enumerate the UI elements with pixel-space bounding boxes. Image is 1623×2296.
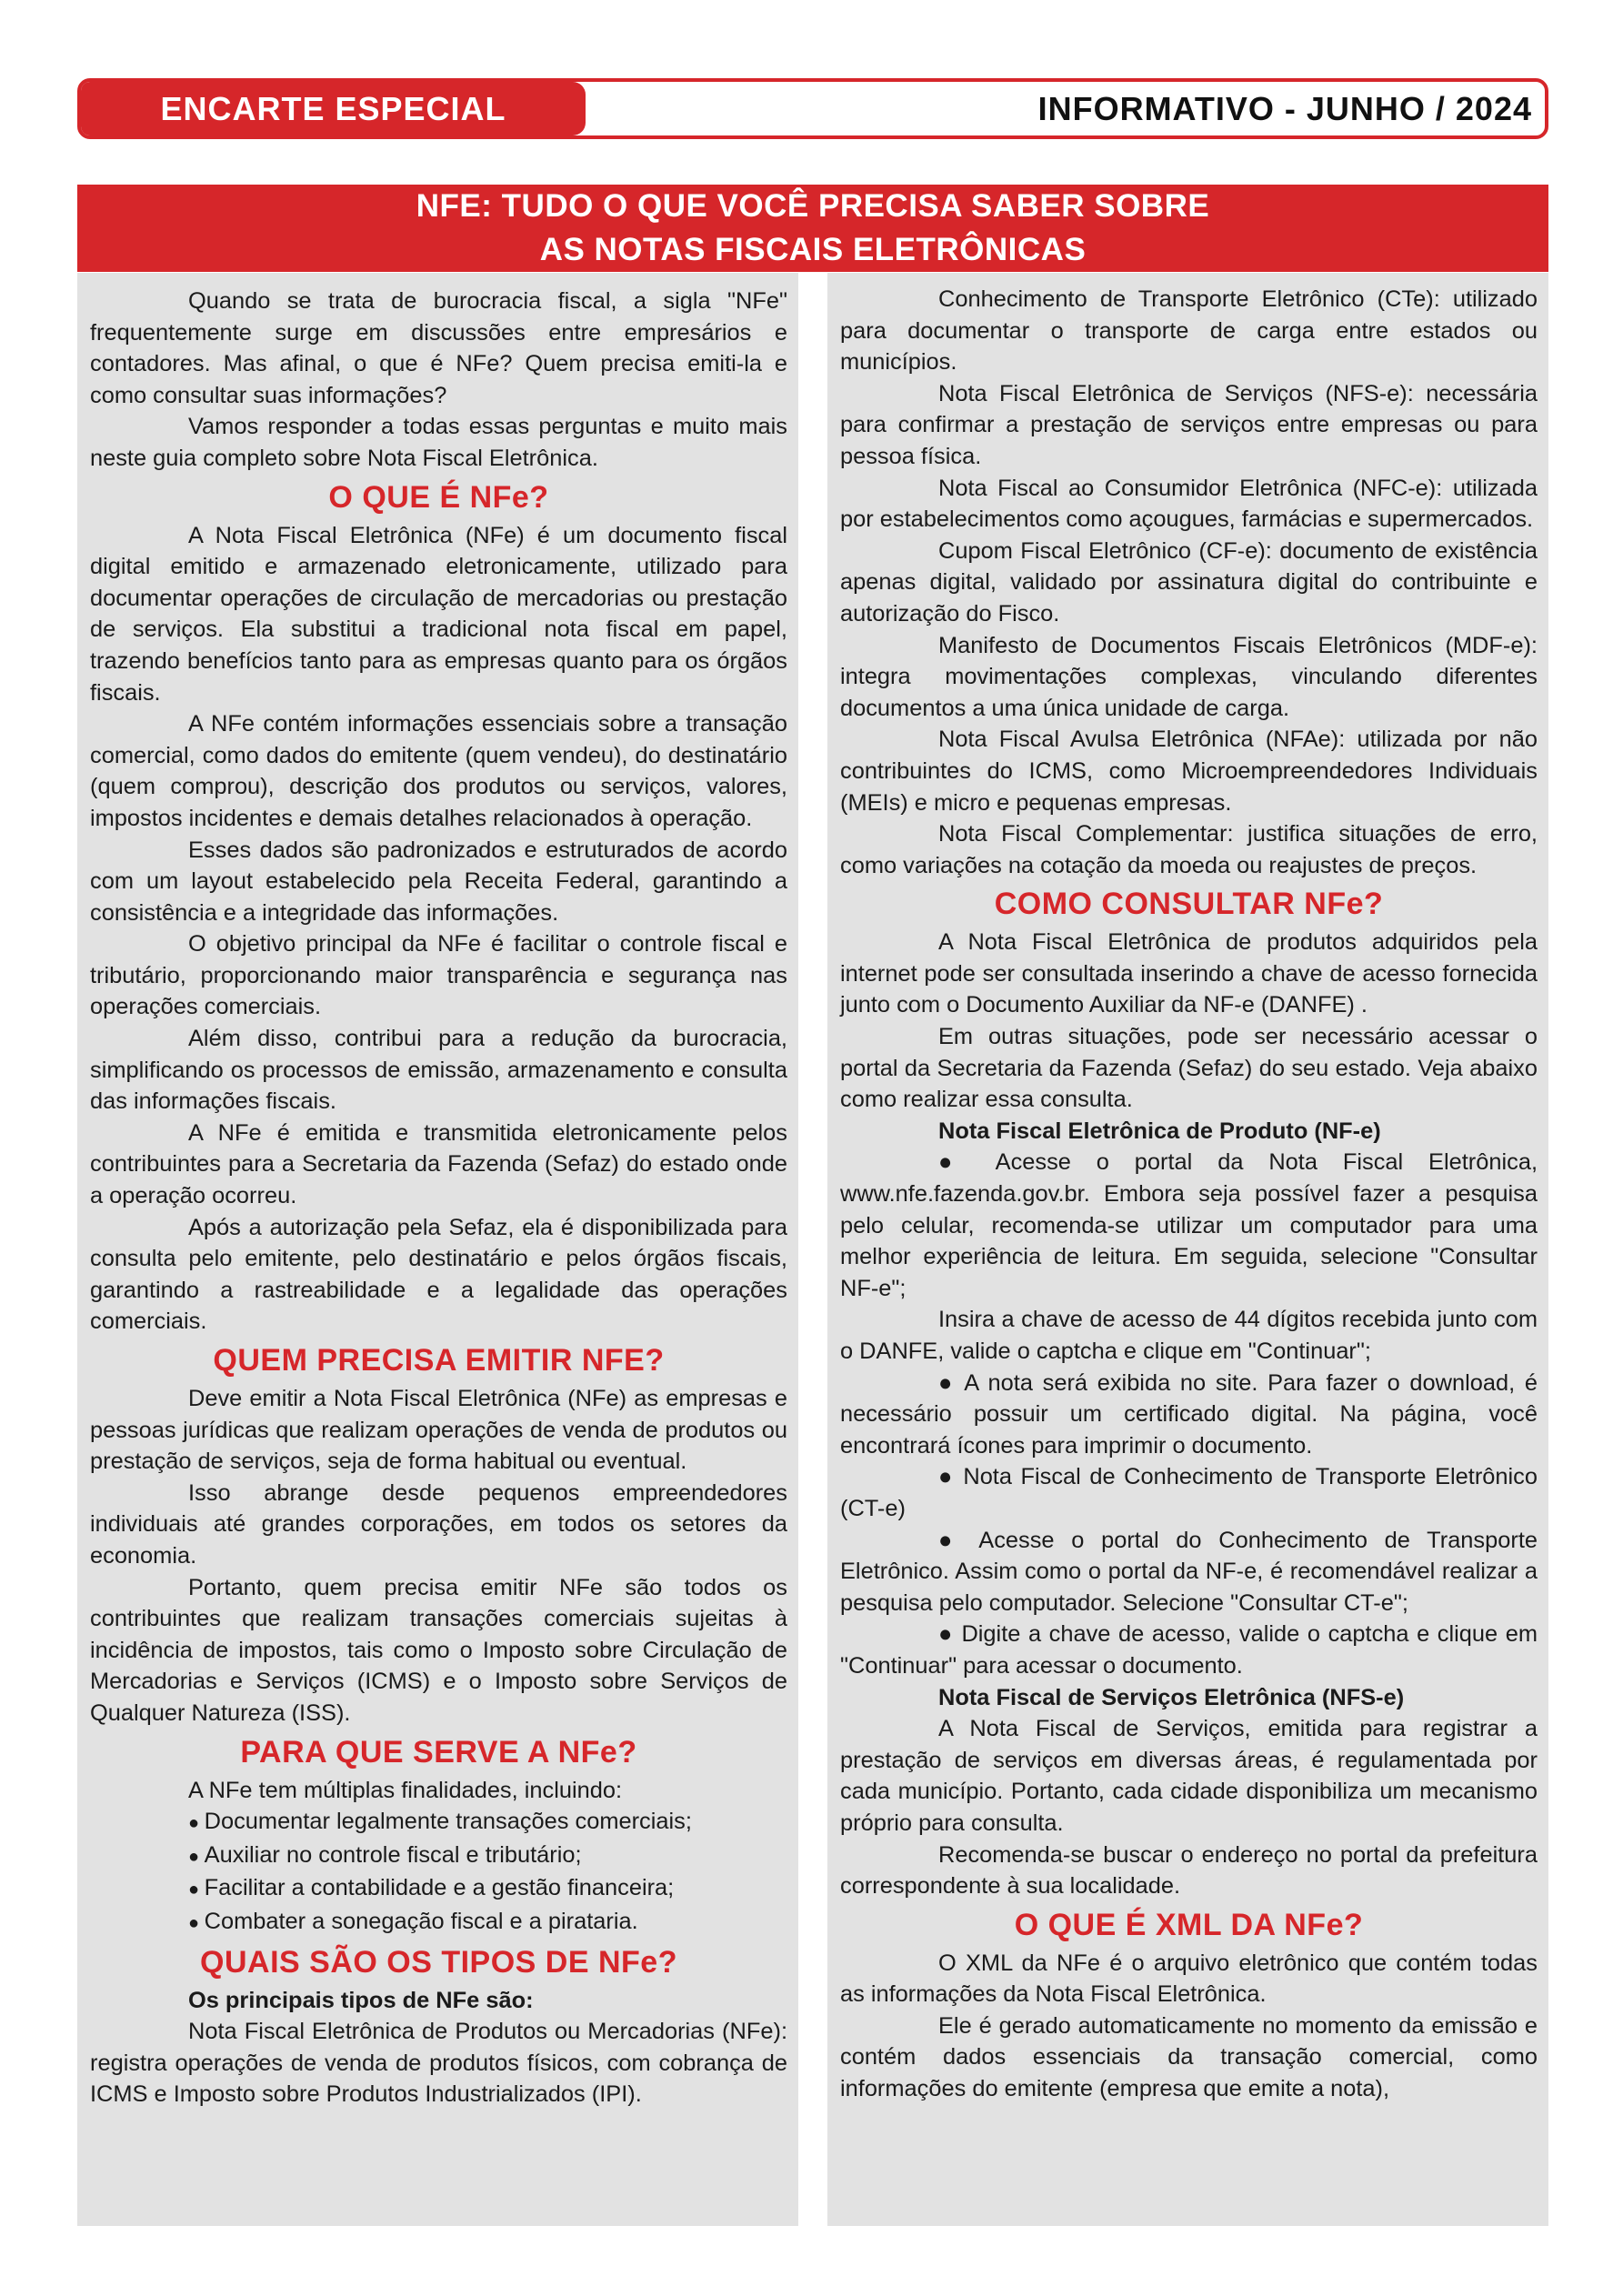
paragraph: Insira a chave de acesso de 44 dígitos recebida junto com o DANFE, valide o captcha e clique em "Continuar"; (840, 1307, 1538, 1364)
paragraph: O XML da NFe é o arquivo eletrônico que contém todas as informações da Nota Fiscal Eletrônica. (840, 1950, 1538, 2008)
paragraph: Nota Fiscal Eletrônica de Serviços (NFS-e): necessária para confirmar a prestação de serviços entre empresas ou para pessoa física. (840, 380, 1538, 469)
subheading: Nota Fiscal de Serviços Eletrônica (NFS-e) (938, 1684, 1405, 1710)
subheading: Os principais tipos de NFe são: (188, 1987, 534, 2013)
paragraph: Vamos responder a todas essas perguntas e muito mais neste guia completo sobre Nota Fiscal Eletrônica. (90, 414, 787, 471)
right-column (827, 273, 1548, 2226)
paragraph: ● Nota Fiscal de Conhecimento de Transporte Eletrônico (CT-e) (840, 1464, 1538, 1521)
list-item: ● Facilitar a contabilidade e a gestão financeira; (188, 1872, 787, 1906)
paragraph: A NFe é emitida e transmitida eletronicamente pelos contribuintes para a Secretaria da Fazenda (Sefaz) do estado onde a operação ocorreu. (90, 1119, 787, 1209)
paragraph: Cupom Fiscal Eletrônico (CF-e): documento de existência apenas digital, validado por assinatura digital do contribuinte e autorização do Fisco. (840, 537, 1538, 627)
paragraph: ● Acesse o portal da Nota Fiscal Eletrônica, www.nfe.fazenda.gov.br. Embora seja possível fazer a pesquisa pelo celular, recomenda-se utilizar um computador para uma melhor experiência de leitura. Em seguida, selecione "Consultar NF-e"; (840, 1149, 1538, 1301)
paragraph: Esses dados são padronizados e estruturados de acordo com um layout estabelecido pela Receita Federal, garantindo a consistência e a integridade das informações. (90, 837, 787, 926)
list-intro: A NFe tem múltiplas finalidades, incluindo: (188, 1777, 623, 1803)
section-heading: QUEM PRECISA EMITIR NFE? (213, 1343, 665, 1378)
paragraph: Além disso, contribui para a redução da burocracia, simplificando os processos de emissão, armazenamento e consulta das informações fiscais. (90, 1026, 787, 1115)
list-item: ● Combater a sonegação fiscal e a pirataria. (188, 1906, 787, 1940)
paragraph: A Nota Fiscal Eletrônica de produtos adquiridos pela internet pode ser consultada inserindo a chave de acesso fornecida junto com o Documento Auxiliar da NF-e (DANFE) . (840, 929, 1538, 1018)
paragraph: Nota Fiscal ao Consumidor Eletrônica (NFC-e): utilizada por estabelecimentos como açougues, farmácias e supermercados. (840, 475, 1538, 533)
paragraph: ● Acesse o portal do Conhecimento de Transporte Eletrônico. Assim como o portal da NF-e, é recomendável realizar a pesquisa pelo computador. Selecione "Consultar CT-e"; (840, 1527, 1538, 1616)
section-heading: COMO CONSULTAR NFe? (994, 887, 1384, 922)
left-column (77, 273, 798, 2226)
paragraph: Manifesto de Documentos Fiscais Eletrônicos (MDF-e): integra movimentações complexas, vinculando diferentes documentos a uma única unidade de carga. (840, 632, 1538, 721)
paragraph: Portanto, quem precisa emitir NFe são todos os contribuintes que realizam transações comerciais sujeitas à incidência de impostos, tais como o Imposto sobre Circulação de Mercadorias e Serviços (ICMS) e o Imposto sobre Serviços de Qualquer Natureza (ISS). (90, 1574, 787, 1726)
list-item: ● Auxiliar no controle fiscal e tributário; (188, 1840, 787, 1873)
section-heading: PARA QUE SERVE A NFe? (240, 1734, 637, 1770)
paragraph: Em outras situações, pode ser necessário acessar o portal da Secretaria da Fazenda (Sefaz) do seu estado. Veja abaixo como realizar essa consulta. (840, 1024, 1538, 1113)
paragraph: Isso abrange desde pequenos empreendedores individuais até grandes corporações, em todos os setores da economia. (90, 1479, 787, 1569)
paragraph: Nota Fiscal Avulsa Eletrônica (NFAe): utilizada por não contribuintes do ICMS, como Microempreendedores Individuais (MEIs) e micro e pequenas empresas. (840, 727, 1538, 816)
section-heading: O QUE É XML DA NFe? (1014, 1907, 1364, 1942)
subheading: Nota Fiscal Eletrônica de Produto (NF-e) (938, 1118, 1381, 1144)
section-heading: O QUE É NFe? (328, 479, 549, 515)
header-banner (77, 78, 1548, 139)
section-label: ENCARTE ESPECIAL (81, 82, 586, 135)
paragraph: Recomenda-se buscar o endereço no portal da prefeitura correspondente à sua localidade. (840, 1841, 1538, 1900)
paragraph: Ele é gerado automaticamente no momento da emissão e contém dados essenciais da transação comercial, como informações do emitente (empresa que emite a nota), (840, 2012, 1538, 2102)
paragraph: ● A nota será exibida no site. Para fazer o download, é necessário possuir um certificado digital. Na página, você encontrará ícones para imprimir o documento. (840, 1369, 1538, 1459)
paragraph: A Nota Fiscal Eletrônica (NFe) é um documento fiscal digital emitido e armazenado eletronicamente, utilizado para documentar operações de circulação de mercadorias ou prestação de serviços. Ela substitui a tradicional nota fiscal em papel, trazendo benefícios tanto para as empresas quanto para os órgãos fiscais. (90, 522, 787, 706)
paragraph: A NFe contém informações essenciais sobre a transação comercial, como dados do emitente (quem vendeu), do destinatário (quem comprou), descrição dos produtos ou serviços, valores, impostos incidentes e demais detalhes relacionados à operação. (90, 711, 787, 831)
paragraph: Após a autorização pela Sefaz, ela é disponibilizada para consulta pelo emitente, pelo destinatário e pelos órgãos fiscais, garantindo a rastreabilidade e a legalidade das operações comerciais. (90, 1214, 787, 1335)
paragraph: A Nota Fiscal de Serviços, emitida para registrar a prestação de serviços em diversas áreas, é regulamentada por cada município. Portanto, cada cidade disponibiliza um mecanismo próprio para consulta. (840, 1716, 1538, 1836)
issue-label: INFORMATIVO - JUNHO / 2024 (1037, 89, 1532, 127)
bullet-list (90, 1806, 787, 1939)
paragraph: ● Digite a chave de acesso, valide o captcha e clique em "Continuar" para acessar o documento. (840, 1621, 1538, 1679)
paragraph: Deve emitir a Nota Fiscal Eletrônica (NFe) as empresas e pessoas jurídicas que realizam operações de venda de produtos ou prestação de serviços, seja de forma habitual ou eventual. (90, 1386, 787, 1475)
title-line-2: AS NOTAS FISCAIS ELETRÔNICAS (539, 232, 1087, 267)
list-item: ● Documentar legalmente transações comerciais; (188, 1806, 787, 1840)
paragraph: Conhecimento de Transporte Eletrônico (CTe): utilizado para documentar o transporte de carga entre estados ou municípios. (840, 286, 1538, 376)
article-title (77, 185, 1548, 272)
paragraph: O objetivo principal da NFe é facilitar o controle fiscal e tributário, proporcionando maior transparência e segurança nas operações comerciais. (90, 931, 787, 1020)
paragraph: Nota Fiscal Complementar: justifica situações de erro, como variações na cotação da moeda ou reajustes de preços. (840, 821, 1538, 878)
section-heading: QUAIS SÃO OS TIPOS DE NFe? (200, 1944, 677, 1980)
paragraph: Quando se trata de burocracia fiscal, a sigla "NFe" frequentemente surge em discussões entre empresários e contadores. Mas afinal, o que é NFe? Quem precisa emiti-la e como consultar suas informações? (90, 288, 787, 408)
paragraph: Nota Fiscal Eletrônica de Produtos ou Mercadorias (NFe): registra operações de venda de produtos físicos, com cobrança de ICMS e Imposto sobre Produtos Industrializados (IPI). (90, 2019, 787, 2108)
title-line-1: NFE: TUDO O QUE VOCÊ PRECISA SABER SOBRE (416, 188, 1210, 224)
